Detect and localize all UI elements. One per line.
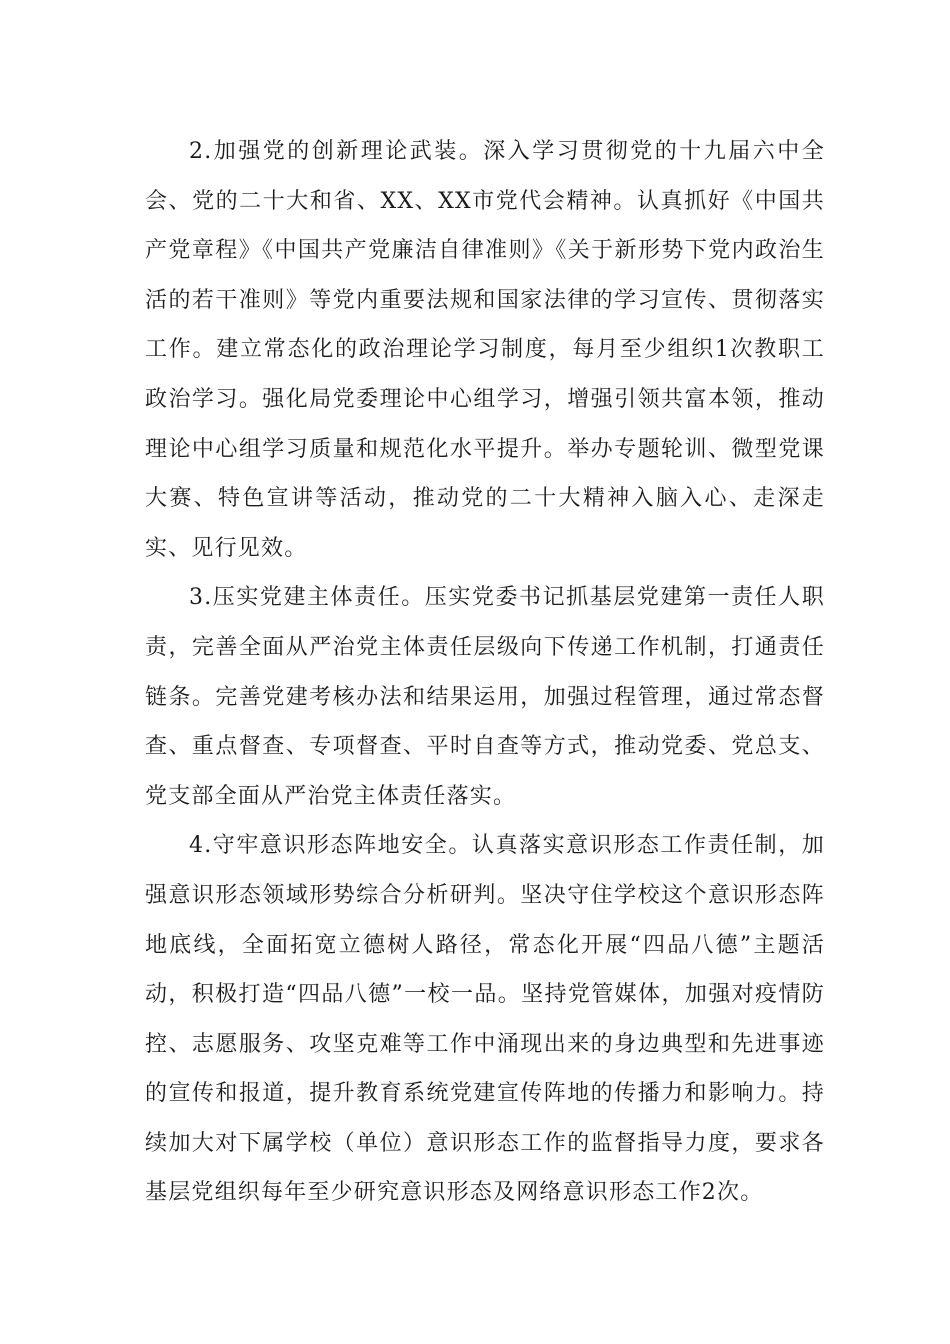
paragraph-strengthen-theory: 2.加强党的创新理论武装。深入学习贯彻党的十九届六中全会、党的二十大和省、XX、XX市党代会精神。认真抓好《中国共产党章程》《中国共产党廉洁自律准则》《关于新形势下党内政治生活的若干准则》等党内重要法规和国家法律的学习宣传、贯彻落实工作。建立常态化的政治理论学习制度，每月至少组织1次教职工政治学习。强化局党委理论中心组学习，增强引领共富本领，推动理论中心组学习质量和规范化水平提升。举办专题轮训、微型党课大赛、特色宣讲等活动，推动党的二十大精神入脑入心、走深走实、见行见效。 <box>145 139 825 561</box>
document-page <box>145 127 825 1218</box>
paragraph-party-responsibility: 3.压实党建主体责任。压实党委书记抓基层党建第一责任人职责，完善全面从严治党主体责任层级向下传递工作机制，打通责任链条。完善党建考核办法和结果运用，加强过程管理，通过常态督查、重点督查、专项督查、平时自查等方式，推动党委、党总支、党支部全面从严治党主体责任落实。 <box>145 585 825 809</box>
paragraph-ideology-security: 4.守牢意识形态阵地安全。认真落实意识形态工作责任制，加强意识形态领域形势综合分析研判。坚决守住学校这个意识形态阵地底线，全面拓宽立德树人路径，常态化开展“四品八德”主题活动，积极打造“四品八德”一校一品。坚持党管媒体，加强对疫情防控、志愿服务、攻坚克难等工作中涌现出来的身边典型和先进事迹的宣传和报道，提升教育系统党建宣传阵地的传播力和影响力。持续加大对下属学校（单位）意识形态工作的监督指导力度，要求各基层党组织每年至少研究意识形态及网络意识形态工作2次。 <box>145 833 825 1206</box>
